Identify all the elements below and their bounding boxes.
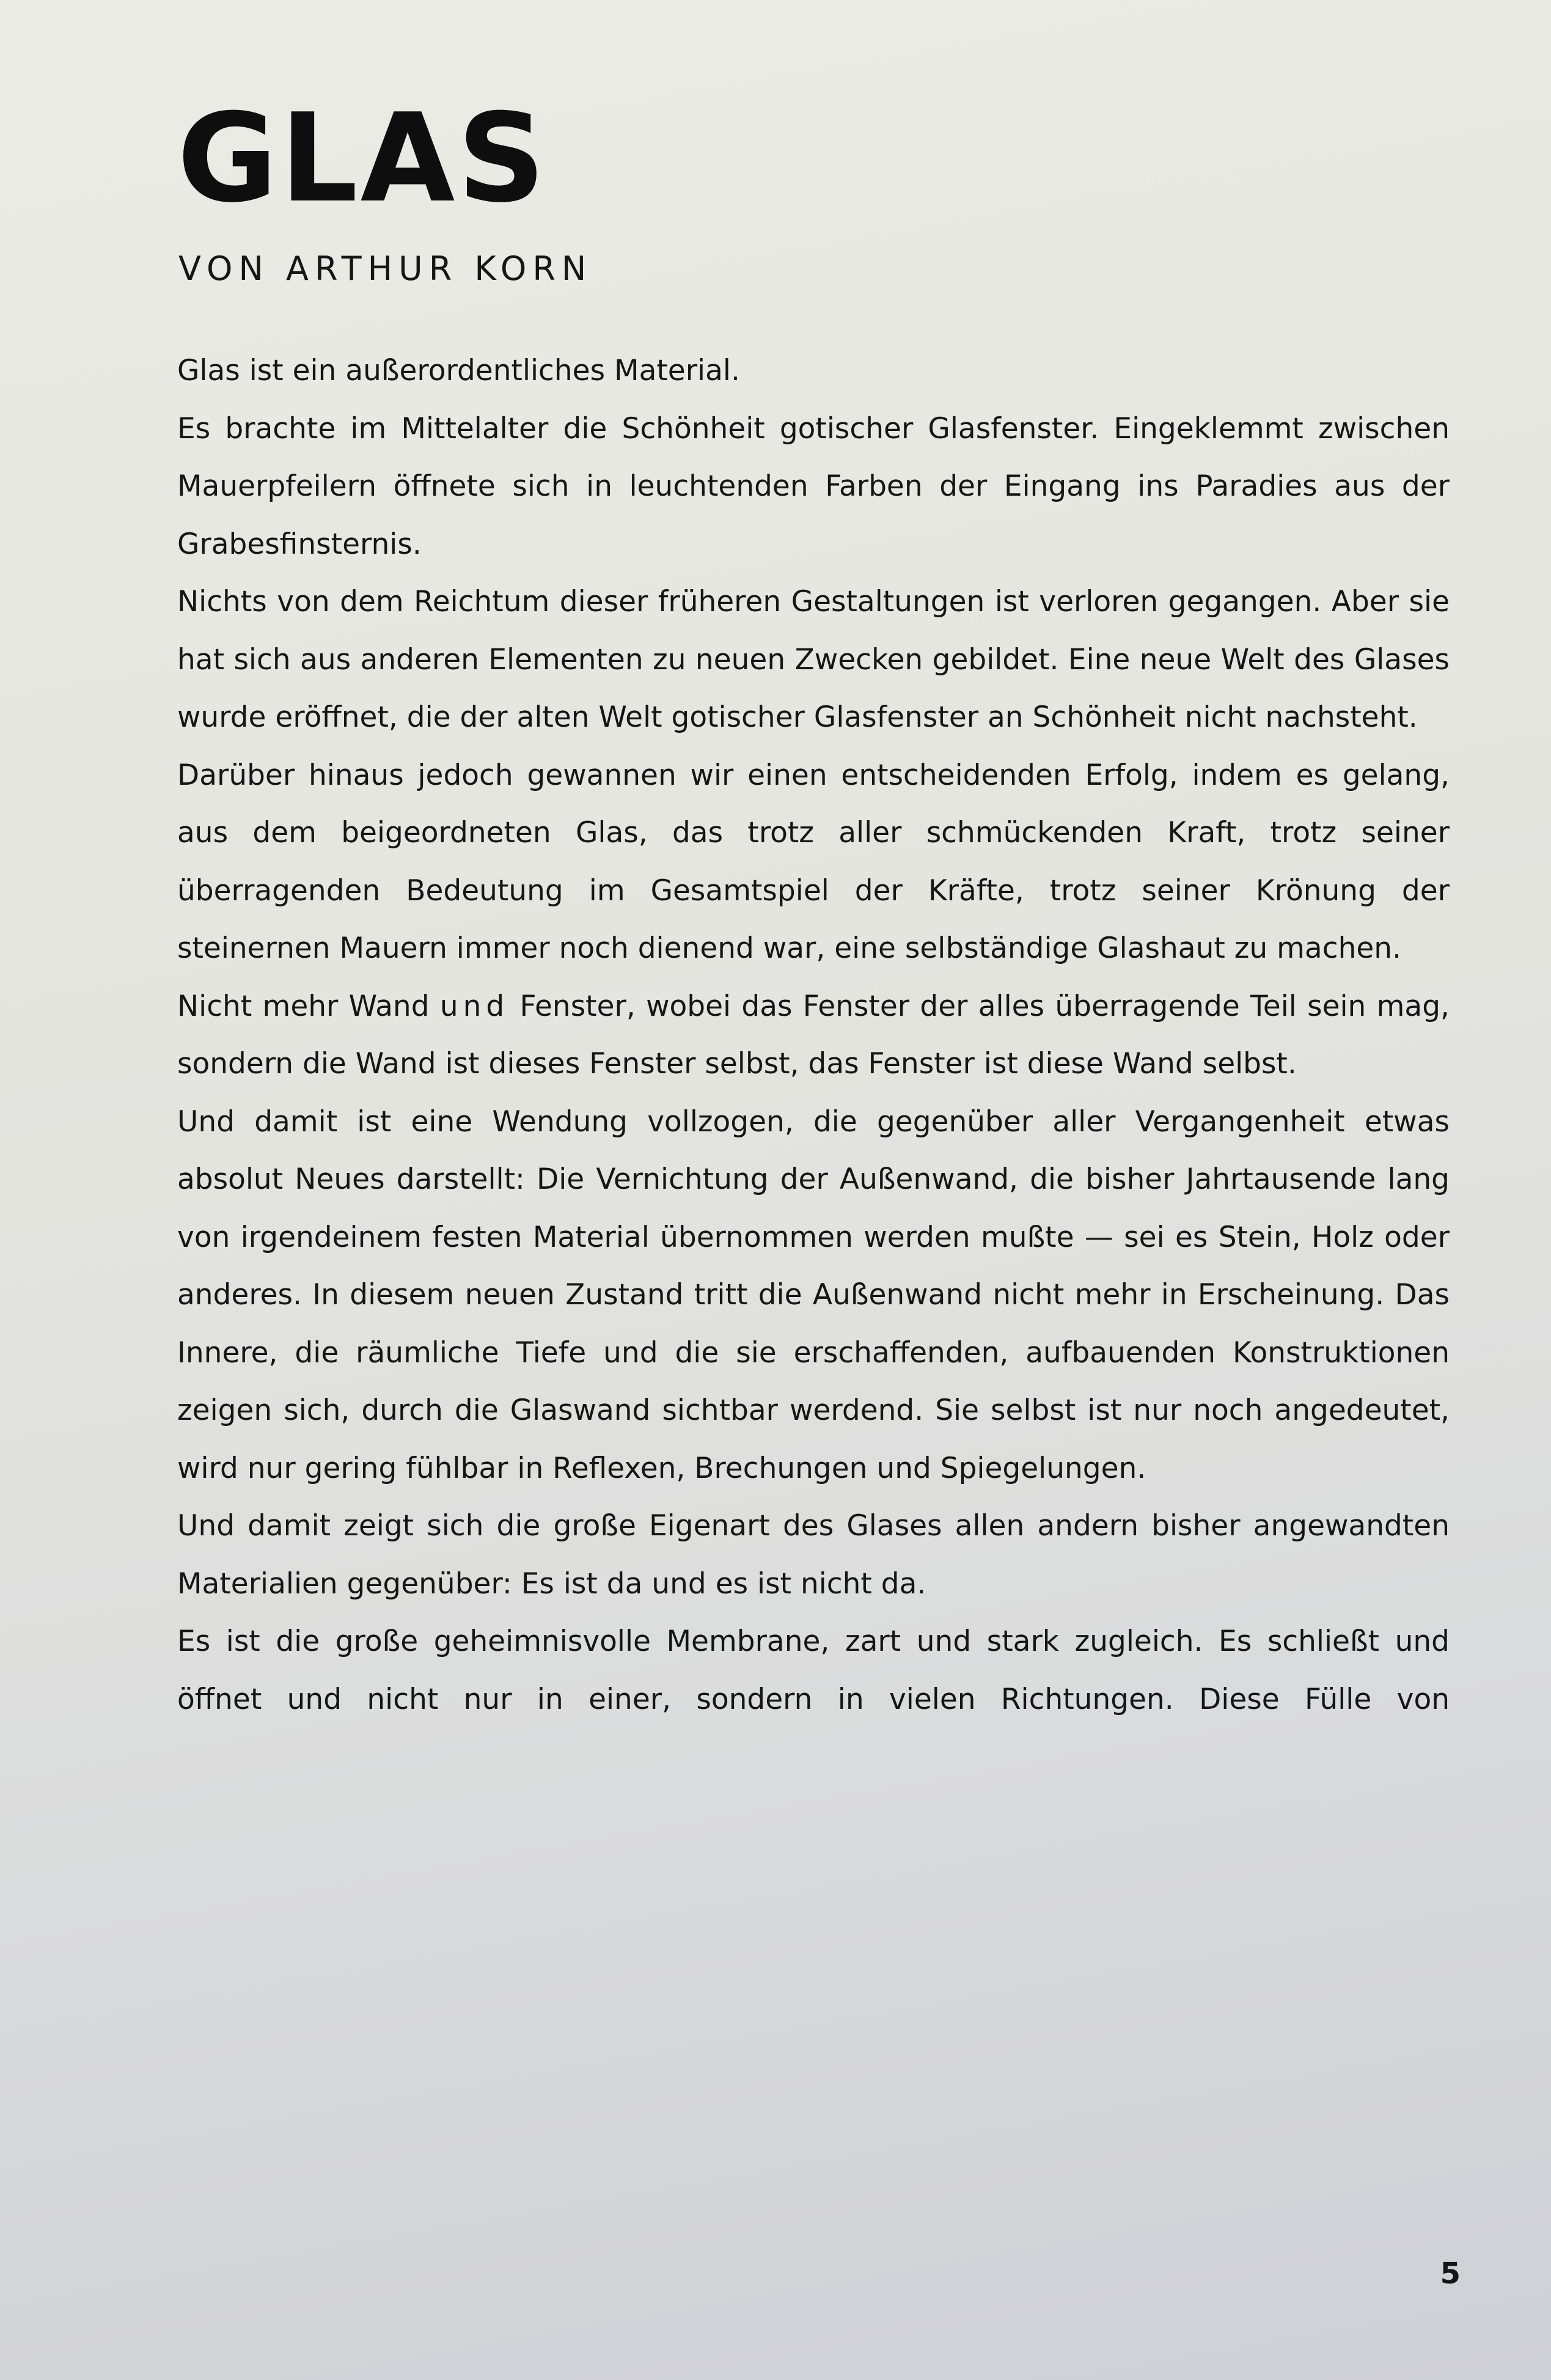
paragraph: Und damit ist eine Wendung vollzogen, die gegenüber aller Vergangenheit etwas absolut Neues darstellt: Die Vernichtung der Außenwand, die bisher Jahrtausende lang von irgendeinem festen Material übernommen werden mußte — sei es Stein, Holz oder anderes. In diesem neuen Zustand tritt die Außenwand nicht mehr in Erscheinung. Das Innere, die räumliche Tiefe und die sie erschaffenden, aufbauenden Konstruktionen zeigen sich, durch die Glaswand sichtbar werdend. Sie selbst ist nur noch angedeutet, wird nur gering fühlbar in Reflexen, Brechungen und Spiegelungen. [177,1104,1450,1485]
paragraph: Darüber hinaus jedoch gewannen wir einen entscheidenden Erfolg, indem es gelang, aus dem beigeordneten Glas, das trotz aller schmückenden Kraft, trotz seiner überragenden Bedeutung im Gesamtspiel der Kräfte, trotz seiner Krönung der steinernen Mauern immer noch dienend war, eine selbständige Glashaut zu machen. [177,758,1450,965]
paragraph-text: Fenster, wobei das Fenster der alles überragende Teil sein mag, sondern die Wand ist dieses Fenster selbst, das Fenster ist diese Wand selbst. [177,989,1450,1081]
emphasized-word: und [439,989,510,1023]
paragraph: Nichts von dem Reichtum dieser früheren Gestaltungen ist verloren gegangen. Aber sie hat sich aus anderen Elementen zu neuen Zwecken gebildet. Eine neue Welt des Glases wurde eröffnet, die der alten Welt gotischer Glasfenster an Schönheit nicht nachsteht. [177,585,1450,734]
paragraph: Glas ist ein außerordentliches Material. [177,354,740,387]
page-number: 5 [1440,2257,1461,2291]
paragraph: Und damit zeigt sich die große Eigenart des Glases allen andern bisher angewandten Materialien gegenüber: Es ist da und es ist nicht da. [177,1509,1450,1601]
paragraph: Es brachte im Mittelalter die Schönheit gotischer Glasfenster. Eingeklemmt zwischen Mauerpfeilern öffnete sich in leuchtenden Farben der Eingang ins Paradies aus der Grabesfinsternis. [177,411,1450,561]
paragraph-text: Nicht mehr Wand [177,989,440,1023]
page-title: GLAS [177,87,548,230]
paragraph [177,978,1450,1093]
author-line: VON ARTHUR KORN [178,249,593,288]
paragraph: Es ist die große geheimnisvolle Membrane, zart und stark zugleich. Es schließt und öffnet und nicht nur in einer, sondern in vielen Richtungen. Diese Fülle von [177,1625,1450,1716]
body-text [177,342,1450,1728]
